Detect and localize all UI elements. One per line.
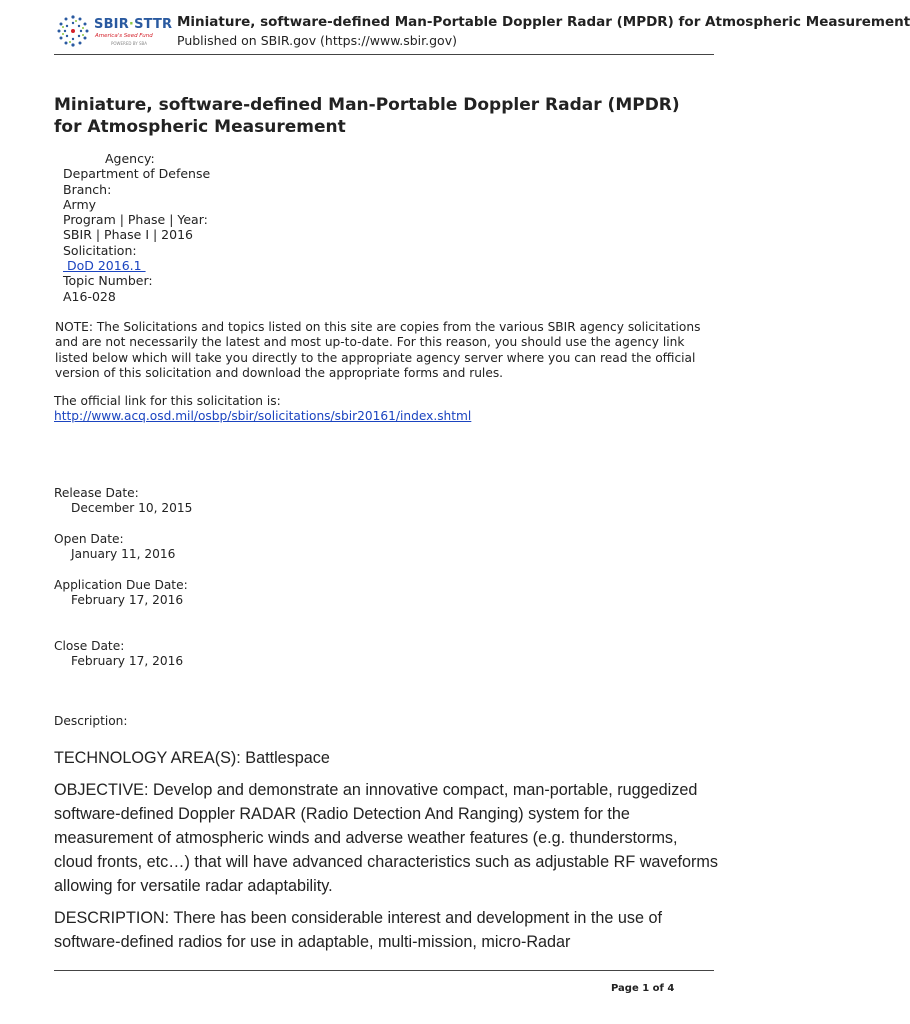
topic-number-label: Topic Number: xyxy=(63,273,153,289)
sbir-sttr-logo[interactable] xyxy=(54,12,173,50)
solicitation-link[interactable]: DoD 2016.1 xyxy=(63,258,146,274)
due-date-value: February 17, 2016 xyxy=(71,593,184,608)
release-date-label: Release Date: xyxy=(54,486,139,500)
branch-label: Branch: xyxy=(63,181,112,197)
technology-area: TECHNOLOGY AREA(S): Battlespace xyxy=(54,749,330,767)
topic-number-value: A16-028 xyxy=(63,288,116,304)
official-link-label: The official link for this solicitation is: xyxy=(54,394,281,408)
header-title: Miniature, software-defined Man-Portable Doppler Radar (MPDR) for Atmospheric Measurement xyxy=(177,14,910,30)
description-body xyxy=(54,746,719,962)
agency-label: Agency: xyxy=(105,151,155,166)
page-header xyxy=(54,12,910,54)
application-due-date xyxy=(54,578,188,609)
seed-burst-icon xyxy=(56,14,90,48)
open-date xyxy=(54,532,175,563)
branch-value: Army xyxy=(63,196,97,212)
description-paragraph: DESCRIPTION: There has been considerable interest and development in the use of software-defined radios for use in adaptable, multi-mission, micro-Radar xyxy=(54,909,662,951)
solicitation-details xyxy=(63,151,210,304)
close-date-value: February 17, 2016 xyxy=(71,654,184,669)
header-divider xyxy=(54,54,714,55)
close-date-label: Close Date: xyxy=(54,639,125,653)
open-date-label: Open Date: xyxy=(54,532,124,546)
close-date xyxy=(54,639,183,670)
release-date-value: December 10, 2015 xyxy=(71,501,193,516)
official-link-block xyxy=(54,394,471,425)
release-date xyxy=(54,486,192,517)
open-date-value: January 11, 2016 xyxy=(71,547,176,562)
footer-divider xyxy=(54,970,714,971)
official-solicitation-link[interactable]: http://www.acq.osd.mil/osbp/sbir/solicitations/sbir20161/index.shtml xyxy=(54,409,472,424)
program-label: Program | Phase | Year: xyxy=(63,212,208,228)
header-published-on: Published on SBIR.gov (https://www.sbir.gov) xyxy=(177,33,457,48)
page-title: Miniature, software-defined Man-Portable Doppler Radar (MPDR) for Atmospheric Measurement xyxy=(54,95,680,137)
description-label: Description: xyxy=(54,714,128,728)
logo-powered-by: POWERED BY SBA xyxy=(111,41,147,46)
logo-wordmark: SBIR·STTR xyxy=(94,17,173,32)
agency-value: Department of Defense xyxy=(63,166,211,182)
disclaimer-note: NOTE: The Solicitations and topics listed on this site are copies from the various SBIR agency solicitations and are not necessarily the latest and most up-to-date. For this reason, you should use the agency link listed below which will take you directly to the appropriate agency server where you can read the official version of this solicitation and download the appropriate forms and rules. xyxy=(55,320,701,380)
objective-paragraph: OBJECTIVE: Develop and demonstrate an innovative compact, man-portable, ruggedized software-defined Doppler RADAR (Radio Detection And Ranging) system for the measurement of atmospheric winds and adverse weather features (e.g. thunderstorms, cloud fronts, etc…) that will have advanced characteristics such as adjustable RF waveforms allowing for versatile radar adaptability. xyxy=(54,781,718,895)
program-value: SBIR | Phase I | 2016 xyxy=(63,227,193,243)
logo-tagline: America's Seed Fund xyxy=(95,33,153,39)
page-number: Page 1 of 4 xyxy=(611,983,675,994)
solicitation-label: Solicitation: xyxy=(63,242,137,258)
due-date-label: Application Due Date: xyxy=(54,578,188,592)
